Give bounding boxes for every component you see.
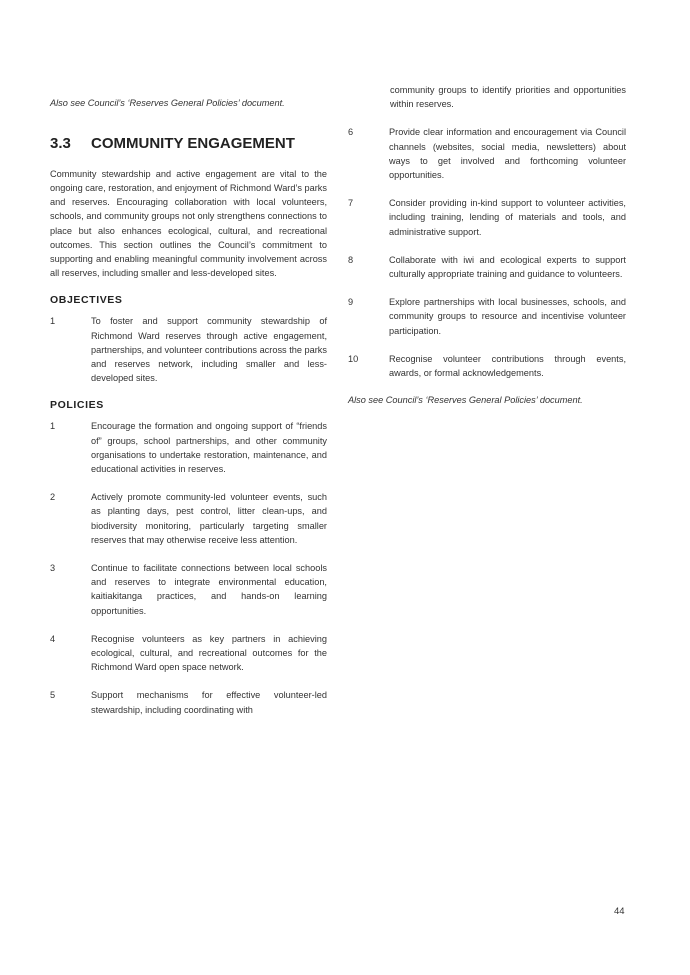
- section-heading: [50, 135, 327, 153]
- policy-text: Collaborate with iwi and ecological experts to support culturally appropriate training and guidance to volunteers.: [389, 254, 626, 280]
- policy-number: 1: [50, 421, 56, 432]
- section-title: COMMUNITY ENGAGEMENT: [91, 134, 295, 152]
- policy-item: [50, 490, 327, 547]
- right-column: [348, 83, 626, 417]
- policies-list: [50, 419, 327, 716]
- policy-number: 3: [50, 563, 56, 574]
- section-number: 3.3: [50, 134, 71, 152]
- policies-list-continued: [348, 125, 626, 380]
- objective-item: [50, 314, 327, 385]
- policy-item: [50, 632, 327, 675]
- policy-text: Consider providing in-kind support to volunteer activities, including training, lending of materials and tools, and administrative support.: [389, 198, 626, 237]
- policy-number: 6: [348, 127, 354, 138]
- policy-number: 5: [50, 690, 56, 701]
- policy-item: [50, 561, 327, 618]
- policy-item: [348, 125, 626, 182]
- objectives-heading: OBJECTIVES: [50, 294, 123, 307]
- policy-text: Recognise volunteers as key partners in achieving ecological, cultural, and recreational outcomes for the Richmond Ward open space network.: [91, 633, 327, 673]
- objective-text: To foster and support community stewardship of Richmond Ward reserves through active engagement, partnerships, and volunteer contributions across the parks and reserves network, including smaller and less-developed sites.: [91, 316, 327, 384]
- objective-number: 1: [50, 316, 56, 327]
- policy-continuation: community groups to identify priorities and opportunities within reserves.: [390, 85, 626, 110]
- bottom-reference-note: Also see Council’s ‘Reserves General Policies’ document.: [348, 395, 583, 406]
- policies-heading: POLICIES: [50, 399, 104, 412]
- policy-number: 7: [348, 198, 354, 209]
- policy-number: 9: [348, 297, 354, 308]
- policy-number: 8: [348, 254, 354, 265]
- left-column: [50, 97, 327, 731]
- policy-item: [50, 419, 327, 476]
- objectives-list: [50, 314, 327, 385]
- policy-number: 2: [50, 492, 56, 503]
- policy-text: Continue to facilitate connections between local schools and reserves to integrate environmental education, kaitiakitanga practices, and hands-on learning opportunities.: [91, 563, 327, 616]
- policy-text: Support mechanisms for effective volunteer-led stewardship, including coordinating with: [91, 690, 327, 715]
- policy-item: [348, 253, 626, 281]
- policy-item: [348, 352, 626, 380]
- top-reference-note: Also see Council’s ‘Reserves General Policies’ document.: [50, 98, 285, 108]
- policy-number: 10: [348, 353, 359, 364]
- policy-text: Explore partnerships with local businesses, schools, and community groups to resource and incentivise volunteer participation.: [389, 297, 626, 336]
- policy-text: Recognise volunteer contributions through events, awards, or formal acknowledgements.: [389, 353, 626, 379]
- policy-text: Actively promote community-led volunteer events, such as planting days, pest control, litter clean-ups, and biodiversity monitoring, particularly targeting smaller reserves that may otherwise receive less attention.: [91, 492, 327, 545]
- policy-text: Provide clear information and encouragement via Council channels (websites, social media, newsletters) about ways to get involved and forthcoming volunteer opportunities.: [389, 127, 626, 181]
- section-intro: Community stewardship and active engagement are vital to the ongoing care, restoration, and enjoyment of Richmond Ward’s parks and reserves. Encouraging collaboration with local volunteers, schools, and community groups not only strengthens connections to place but also enhances ecological, cultural, and recreational outcomes. This section outlines the Council’s commitment to supporting and enabling meaningful community involvement across all reserves, including smaller and less-developed sites.: [50, 168, 327, 279]
- policy-text: Encourage the formation and ongoing support of “friends of” groups, school partnerships, and other community organisations to undertake restoration, maintenance, and educational activities in reserves.: [91, 421, 327, 475]
- policy-number: 4: [50, 633, 56, 644]
- policy-item: [348, 295, 626, 338]
- page-number: 44: [614, 906, 625, 917]
- policy-item: [348, 196, 626, 239]
- policy-item: [50, 688, 327, 716]
